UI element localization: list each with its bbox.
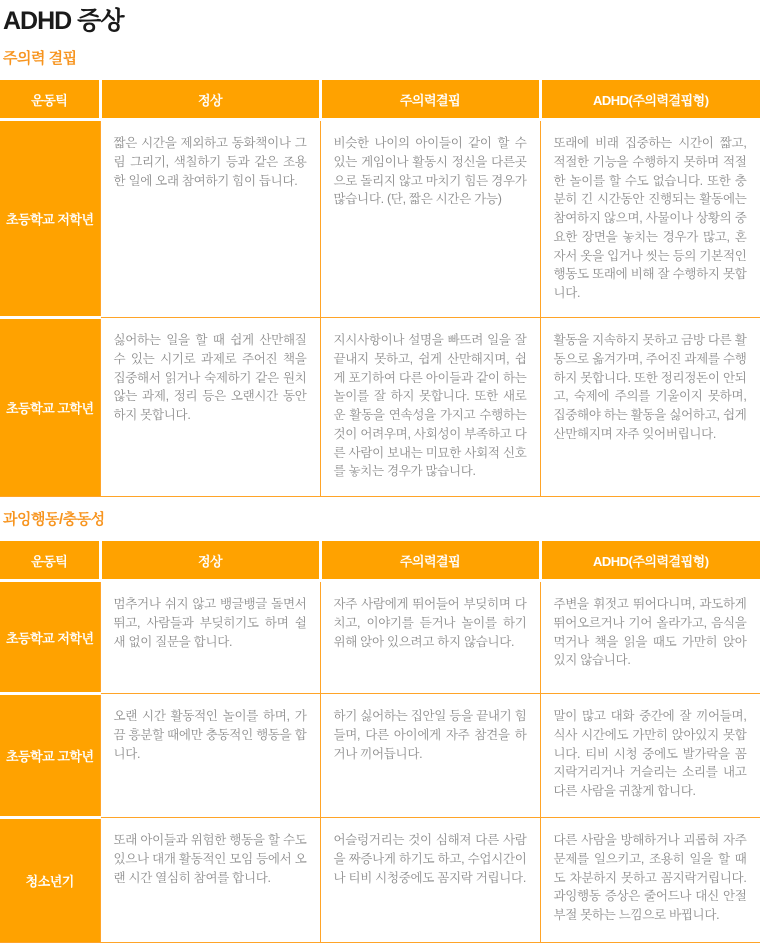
cell-adhd: 주변을 휘젓고 뛰어다니며, 과도하게 뛰어오르거나 기어 올라가고, 음식을 먹거나 책을 읽을 때도 가만히 앉아 있지 않습니다.	[540, 581, 760, 694]
row-label-late-elementary: 초등학교 고학년	[0, 318, 100, 497]
attention-deficit-table	[0, 80, 760, 497]
cell-attention-deficit: 자주 사람에게 뛰어들어 부딪히며 다치고, 이야기를 듣거나 놀이를 하기 위해 앉아 있으려고 하지 않습니다.	[320, 581, 540, 694]
column-header-attention-deficit: 주의력결핍	[320, 541, 540, 581]
cell-adhd: 말이 많고 대화 중간에 잘 끼어들며, 식사 시간에도 가만히 앉아있지 못합니다. 티비 시청 중에도 발가락을 꼼지락거리거나 거슬리는 소리를 내고 다른 사람을 귀찮게 합니다.	[540, 694, 760, 818]
cell-attention-deficit: 어슬렁거리는 것이 심해져 다른 사람을 짜증나게 하기도 하고, 수업시간이나 티비 시청중에도 꼼지락 거립니다.	[320, 818, 540, 943]
table-row-late-elementary	[0, 318, 760, 497]
cell-attention-deficit: 지시사항이나 설명을 빠뜨려 일을 잘 끝내지 못하고, 쉽게 산만해지며, 쉽게 포기하여 다른 아이들과 같이 하는 놀이를 잘 하지 못합니다. 또한 새로운 활동을 연속성을 가지고 수행하는 것이 어려우며, 사회성이 부족하고 다른 사람이 보내는 미묘한 사회적 신호를 놓치는 경우가 많습니다.	[320, 318, 540, 497]
table-row-adolescence	[0, 818, 760, 943]
cell-normal: 멈추거나 쉬지 않고 뱅글뱅글 돌면서 뛰고, 사람들과 부딪히기도 하며 쉴 새 없이 질문을 합니다.	[100, 581, 320, 694]
cell-normal: 또래 아이들과 위험한 행동을 할 수도 있으나 대개 활동적인 모임 등에서 오랜 시간 열심히 참여를 합니다.	[100, 818, 320, 943]
row-label-late-elementary: 초등학교 고학년	[0, 694, 100, 818]
cell-attention-deficit: 하기 싫어하는 집안일 등을 끝내기 힘들며, 다른 아이에게 자주 참견을 하거나 끼어듭니다.	[320, 694, 540, 818]
section-title-hyperactivity: 과잉행동/충동성	[3, 511, 105, 528]
cell-adhd: 활동을 지속하지 못하고 금방 다른 활동으로 옮겨가며, 주어진 과제를 수행하지 못합니다. 또한 정리정돈이 안되고, 숙제에 주의를 기울이지 못하며, 집중해야 하는 활동을 싫어하고, 쉽게 산만해지며 자주 잊어버립니다.	[540, 318, 760, 497]
row-label-early-elementary: 초등학교 저학년	[0, 581, 100, 694]
cell-adhd: 또래에 비래 집중하는 시간이 짧고, 적절한 기능을 수행하지 못하며 적절한 놀이를 할 수도 없습니다. 또한 충분히 긴 시간동안 진행되는 활동에는 참여하지 않으며, 사물이나 상황의 중요한 장면을 놓치는 경우가 많고, 혼자서 옷을 입거나 씻는 등의 기본적인 행동도 또래에 비해 잘 수행하지 못합니다.	[540, 120, 760, 318]
cell-adhd: 다른 사람을 방해하거나 괴롭혀 자주 문제를 일으키고, 조용히 일을 할 때도 차분하지 못하고 꼼지락거립니다. 과잉행동 증상은 줄어드나 대신 안절부절 못하는 느낌으로 바뀝니다.	[540, 818, 760, 943]
column-header-normal: 정상	[100, 80, 320, 120]
column-header-attention-deficit: 주의력결핍	[320, 80, 540, 120]
cell-normal: 오랜 시간 활동적인 놀이를 하며, 가끔 흥분할 때에만 충동적인 행동을 합니다.	[100, 694, 320, 818]
section-hyperactivity-impulsivity	[0, 511, 760, 943]
page-title: ADHD 증상	[3, 7, 124, 35]
section-attention-deficit	[0, 50, 760, 497]
column-header-motor-tic: 운동틱	[0, 80, 100, 120]
table-row-late-elementary	[0, 694, 760, 818]
section-title-attention-deficit: 주의력 결핍	[3, 50, 77, 67]
column-header-adhd-type: ADHD(주의력결핍형)	[540, 541, 760, 581]
hyperactivity-table	[0, 541, 760, 943]
table-row-early-elementary	[0, 581, 760, 694]
table-header-row	[0, 80, 760, 120]
column-header-motor-tic: 운동틱	[0, 541, 100, 581]
cell-normal: 짧은 시간을 제외하고 동화책이나 그림 그리기, 색칠하기 등과 같은 조용한 일에 오래 참여하기 힘이 듭니다.	[100, 120, 320, 318]
column-header-normal: 정상	[100, 541, 320, 581]
cell-normal: 싫어하는 일을 할 때 쉽게 산만해질 수 있는 시기로 과제로 주어진 책을 집중해서 읽거나 숙제하기 같은 원치 않는 과제, 정리 등은 오랜시간 동안 하지 못합니다.	[100, 318, 320, 497]
table-row-early-elementary	[0, 120, 760, 318]
cell-attention-deficit: 비슷한 나이의 아이들이 같이 할 수 있는 게임이나 활동시 정신을 다른곳으로 돌리지 않고 마치기 힘든 경우가 많습니다. (단, 짧은 시간은 가능)	[320, 120, 540, 318]
row-label-early-elementary: 초등학교 저학년	[0, 120, 100, 318]
column-header-adhd-type: ADHD(주의력결핍형)	[540, 80, 760, 120]
row-label-adolescence: 청소년기	[0, 818, 100, 943]
table-header-row	[0, 541, 760, 581]
adhd-symptoms-page	[0, 6, 760, 943]
